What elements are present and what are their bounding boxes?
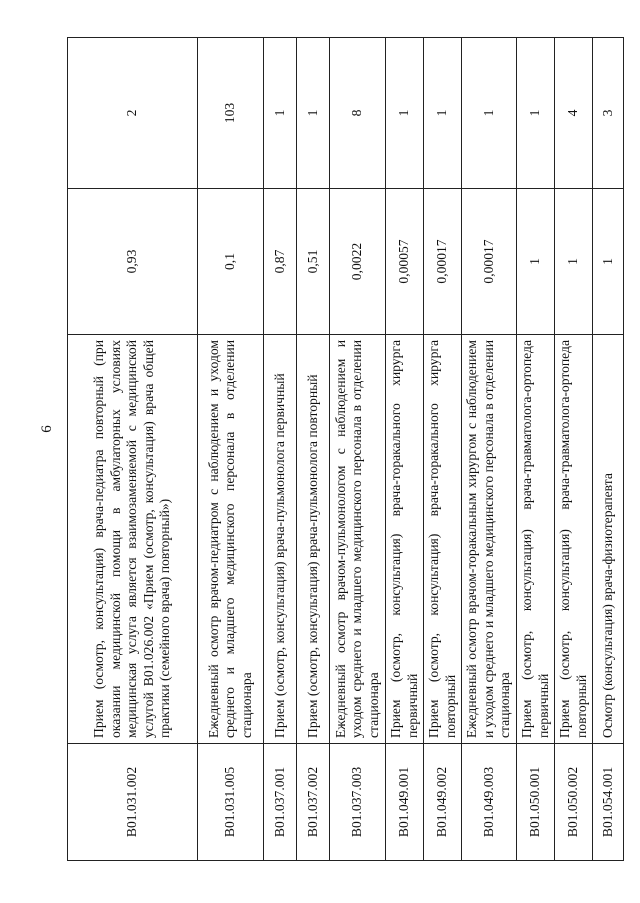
usage-multiplicity: 1 [296, 37, 329, 188]
service-name: Прием (осмотр, консультация) врача-торакального хирурга повторный [423, 334, 461, 743]
usage-frequency: 0,00057 [385, 188, 423, 334]
table-row [263, 37, 296, 860]
usage-multiplicity: 1 [263, 37, 296, 188]
usage-multiplicity: 3 [592, 37, 623, 188]
usage-multiplicity: 4 [554, 37, 592, 188]
table-row [516, 37, 554, 860]
service-name: Прием (осмотр, консультация) врача-травматолога-ортопеда первичный [516, 334, 554, 743]
usage-multiplicity: 1 [516, 37, 554, 188]
table-row [296, 37, 329, 860]
service-code: B01.049.001 [385, 743, 423, 860]
service-code: B01.049.002 [423, 743, 461, 860]
usage-frequency: 1 [592, 188, 623, 334]
table-row [385, 37, 423, 860]
usage-frequency: 0,51 [296, 188, 329, 334]
table-row [197, 37, 263, 860]
service-name: Прием (осмотр, консультация) врача-пульмонолога повторный [296, 334, 329, 743]
page-number: 6 [39, 425, 55, 433]
usage-frequency: 1 [516, 188, 554, 334]
usage-frequency: 0,93 [67, 188, 197, 334]
service-code: B01.031.002 [67, 743, 197, 860]
usage-frequency: 0,00017 [423, 188, 461, 334]
services-table-container [67, 68, 615, 861]
usage-frequency: 0,0022 [329, 188, 385, 334]
usage-multiplicity: 1 [385, 37, 423, 188]
usage-multiplicity: 1 [423, 37, 461, 188]
service-name: Ежедневный осмотр врачом-пульмонологом с наблюдением и уходом среднего и младшего медицинского персонала в отделении стационара [329, 334, 385, 743]
table-row [461, 37, 516, 860]
service-name: Прием (осмотр, консультация) врача-торакального хирурга первичный [385, 334, 423, 743]
usage-frequency: 0,1 [197, 188, 263, 334]
usage-multiplicity: 8 [329, 37, 385, 188]
service-code: B01.037.002 [296, 743, 329, 860]
service-code: B01.054.001 [592, 743, 623, 860]
service-name: Осмотр (консультация) врача-физиотерапевта [592, 334, 623, 743]
usage-multiplicity: 2 [67, 37, 197, 188]
services-table [67, 37, 624, 861]
service-name: Ежедневный осмотр врачом-педиатром с наблюдением и уходом среднего и младшего медицинского персонала в отделении стационара [197, 334, 263, 743]
table-row [423, 37, 461, 860]
usage-multiplicity: 1 [461, 37, 516, 188]
table-row [67, 37, 197, 860]
service-name: Ежедневный осмотр врачом-торакальным хирургом с наблюдением и уходом среднего и младшего медицинского персонала в отделении стационара [461, 334, 516, 743]
usage-frequency: 1 [554, 188, 592, 334]
service-code: B01.050.002 [554, 743, 592, 860]
usage-frequency: 0,87 [263, 188, 296, 334]
service-name: Прием (осмотр, консультация) врача-пульмонолога первичный [263, 334, 296, 743]
usage-frequency: 0,00017 [461, 188, 516, 334]
service-code: B01.037.003 [329, 743, 385, 860]
service-name: Прием (осмотр, консультация) врача-травматолога-ортопеда повторный [554, 334, 592, 743]
service-code: B01.037.001 [263, 743, 296, 860]
table-row [329, 37, 385, 860]
table-row [592, 37, 623, 860]
service-name: Прием (осмотр, консультация) врача-педиатра повторный (при оказании медицинской помощи в амбулаторных условиях медицинская услуга является взаимозаменяемой с медицинской услугой B01.026.002 «Прием (осмотр, консультация) врача общей практики (семейного врача) повторный») [67, 334, 197, 743]
service-code: B01.049.003 [461, 743, 516, 860]
service-code: B01.031.005 [197, 743, 263, 860]
service-code: B01.050.001 [516, 743, 554, 860]
table-row [554, 37, 592, 860]
usage-multiplicity: 103 [197, 37, 263, 188]
